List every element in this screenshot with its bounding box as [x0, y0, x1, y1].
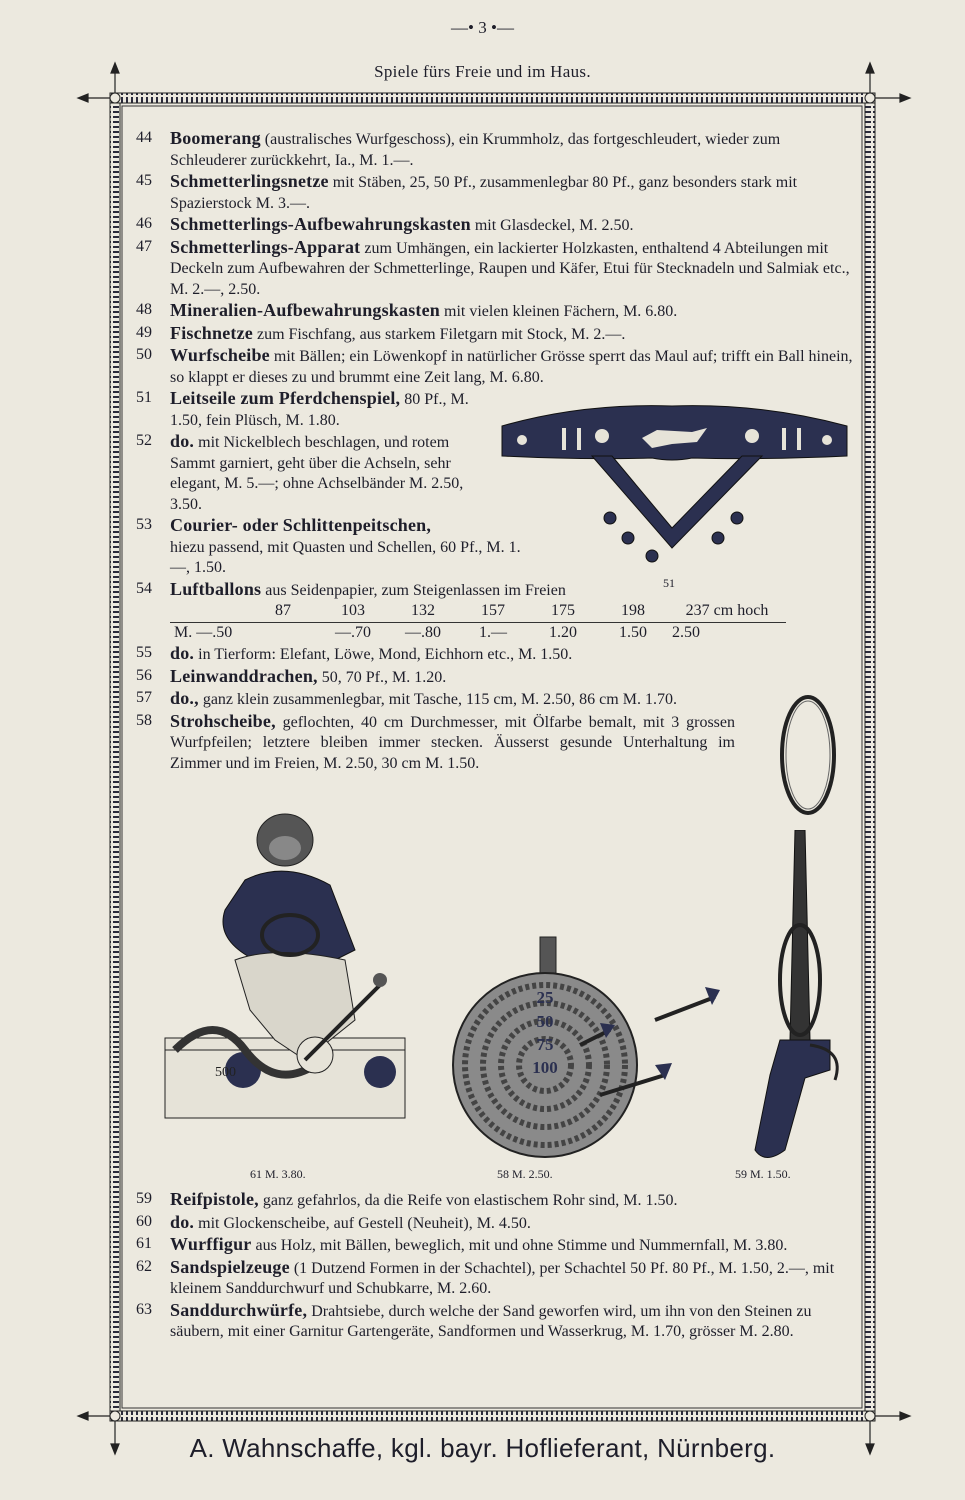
- list-item: 60 do. mit Glockenscheibe, auf Gestell (Neuheit), M. 4.50.: [136, 1211, 531, 1232]
- list-item: 57 do., ganz klein zusammenlegbar, mit Tasche, 115 cm, M. 2.50, 86 cm M. 1.70.: [136, 688, 677, 708]
- coin-label: 500: [215, 1065, 236, 1080]
- page-header: Spiele fürs Freie und im Haus.: [374, 62, 591, 81]
- list-item: 47 Schmetterlings-Apparat zum Umhängen, ein lackierter Holzkasten, enthaltend 4 Abteilungen mit Deckeln zum Aufbewahren der Schmetterlinge, Raupen und Käfer, Etui für Stecknadeln und Salmiak etc., M. 2.—, 2.50.: [136, 236, 850, 298]
- list-item: 58 Strohscheibe, geflochten, 40 cm Durchmesser, mit Ölfarbe bemalt, mit 3 grossen Wurfpfeilen; letztere bleiben immer stecken. Äusserst gesunde Unterhaltung im Zimmer und im Freien, M. 2.50, 30 cm M. 1.50.: [136, 710, 736, 772]
- figure-caption: 58 M. 2.50.: [497, 1167, 553, 1181]
- balloon-price-table: 87 103 132 157 175 198 237 cm hoch M. —.50 —.70 —.80 1.— 1.20 1.50 2.50: [170, 601, 786, 643]
- monkey-figure-illustration: [155, 810, 425, 1140]
- figure-caption: 59 M. 1.50.: [735, 1167, 791, 1181]
- page-number: —• 3 •—: [451, 18, 514, 37]
- list-item: 59 Reifpistole, ganz gefahrlos, da die Reife von elastischem Rohr sind, M. 1.50.: [136, 1189, 678, 1209]
- list-item: 62 Sandspielzeuge (1 Dutzend Formen in der Schachtel), per Schachtel 50 Pf. 80 Pf., M. 1.50, 2.—, mit kleinem Sanddurchwurf und Schubkarre, M. 2.60.: [136, 1256, 835, 1297]
- list-item: 50 Wurfscheibe mit Bällen; ein Löwenkopf in natürlicher Grösse sperrt das Maul auf; trifft ein Ball hinein, so klappt er dieses zu und brummt eine Zeit lang, M. 6.80.: [136, 345, 853, 386]
- list-item: 44 Boomerang (australisches Wurfgeschoss), ein Krummholz, das fortgeschleudert, wieder zum Schleuderer zurückkehrt, Ia., M. 1.—.: [136, 128, 781, 169]
- target-number: 50: [536, 1012, 554, 1031]
- list-item: 48 Mineralien-Aufbewahrungskasten mit vielen kleinen Fächern, M. 6.80.: [136, 300, 678, 320]
- hoop-ring-illustration: [775, 690, 845, 820]
- figure-caption: 51: [663, 576, 675, 590]
- hoop-pistol-illustration: [735, 830, 855, 1170]
- target-number: 75: [536, 1035, 554, 1054]
- list-item: 52 do. mit Nickelblech beschlagen, und rotem Sammt garniert, geht über die Achseln, sehr elegant, M. 5.—; ohne Achselbänder M. 2.50, 3.50.: [136, 431, 464, 513]
- list-item: 56 Leinwanddrachen, 50, 70 Pf., M. 1.20.: [136, 665, 447, 686]
- list-item: 61 Wurffigur aus Holz, mit Bällen, beweglich, mit und ohne Stimme und Nummernfall, M. 3.80.: [136, 1234, 788, 1254]
- target-number: 25: [536, 988, 554, 1007]
- list-item: 54 Luftballons aus Seidenpapier, zum Steigenlassen im Freien: [136, 578, 566, 599]
- straw-target-illustration: [450, 935, 730, 1175]
- list-item: 45 Schmetterlingsnetze mit Stäben, 25, 50 Pf., zusammenlegbar 80 Pf., ganz besonders stark mit Spazierstock M. 3.—.: [136, 171, 798, 212]
- figure-caption: 61 M. 3.80.: [250, 1167, 306, 1181]
- page-footer: A. Wahnschaffe, kgl. bayr. Hoflieferant, Nürnberg.: [189, 1433, 776, 1463]
- list-item: 46 Schmetterlings-Aufbewahrungskasten mit Glasdeckel, M. 2.50.: [136, 214, 634, 234]
- list-item: 51 Leitseile zum Pferdchenspiel, 80 Pf., M. 1.50, fein Plüsch, M. 1.80.: [136, 388, 469, 429]
- list-item: 53 Courier- oder Schlittenpeitschen, hiezu passend, mit Quasten und Schellen, 60 Pf., M. 1.—, 1.50.: [136, 515, 521, 576]
- list-item: 49 Fischnetze zum Fischfang, aus starkem Filetgarn mit Stock, M. 2.—.: [136, 322, 626, 343]
- list-item: 55 do. in Tierform: Elefant, Löwe, Mond, Eichhorn etc., M. 1.50.: [136, 643, 573, 663]
- list-item: 63 Sanddurchwürfe, Drahtsiebe, durch welche der Sand geworfen wird, um ihn von den Steinen zu säubern, mit einer Garnitur Gartengeräte, Sandformen und Wasserkrug, M. 1.70, grösser M. 2.80.: [136, 1299, 812, 1340]
- harness-illustration: [492, 398, 862, 573]
- target-number: 100: [532, 1058, 558, 1077]
- catalog-entries-bottom: [128, 1189, 858, 1343]
